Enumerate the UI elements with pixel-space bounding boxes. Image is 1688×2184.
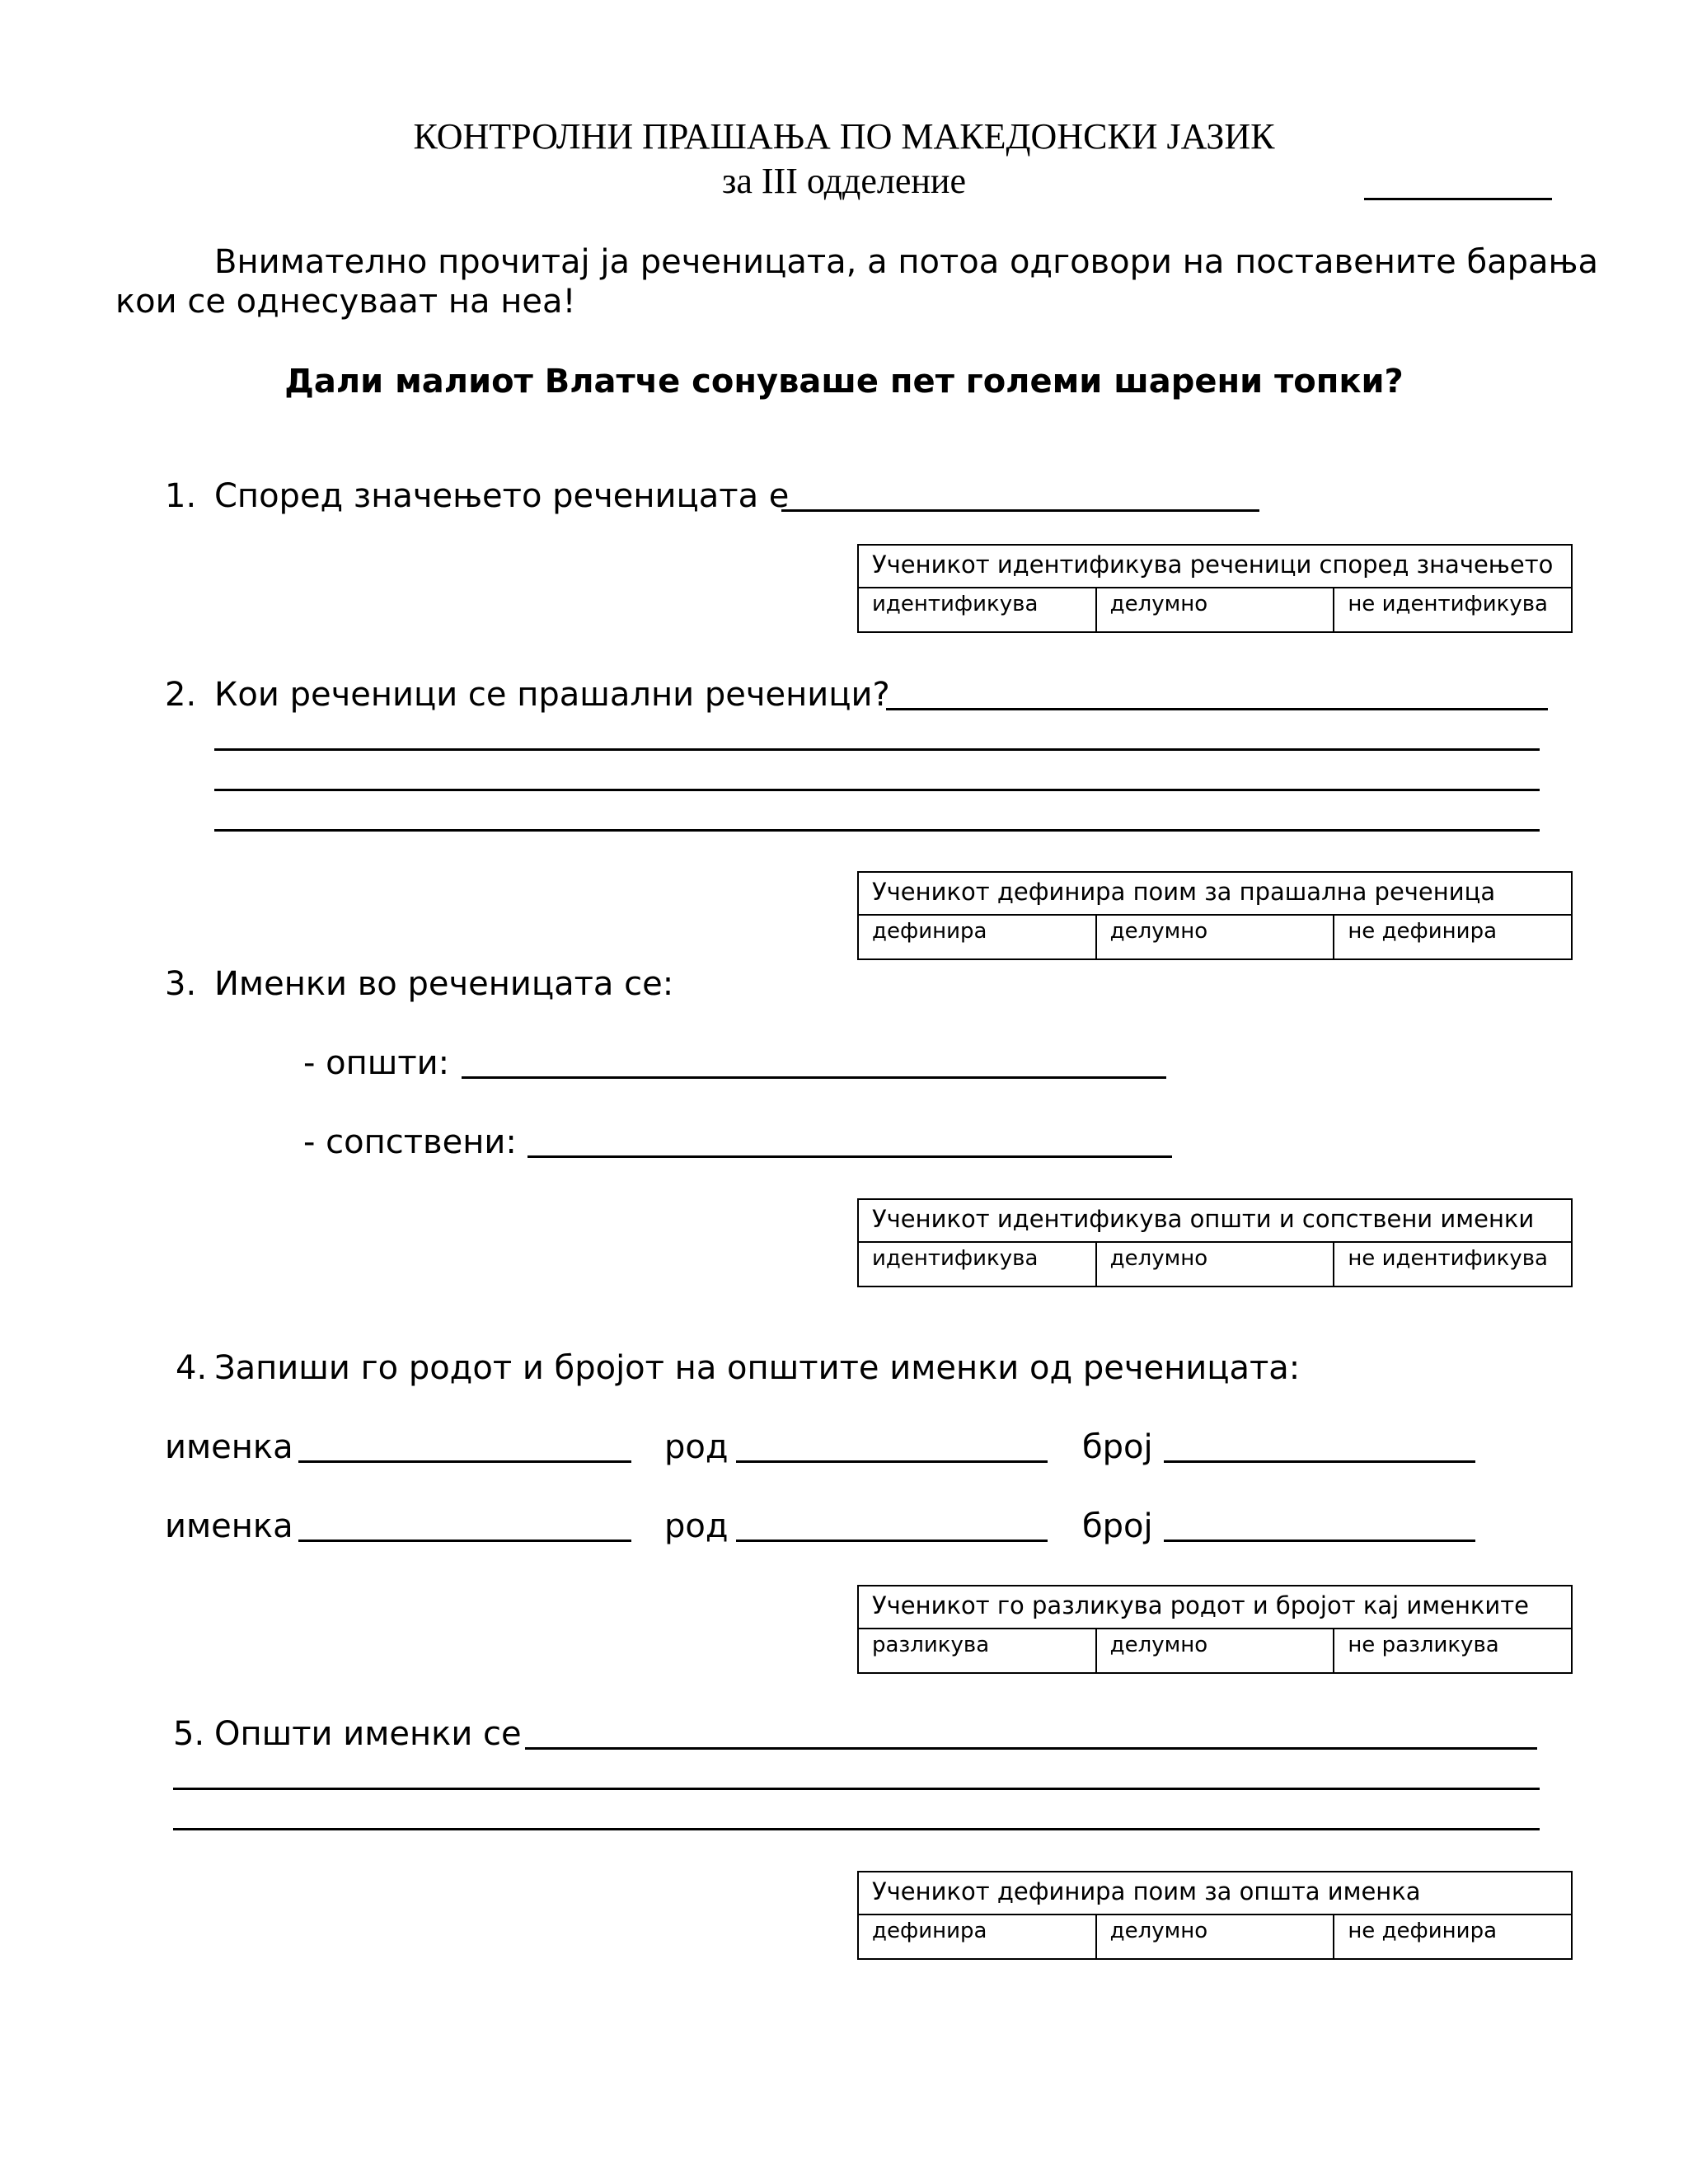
rubric-2-level-none[interactable]: не дефинира bbox=[1334, 915, 1572, 959]
grade-blank[interactable] bbox=[1364, 198, 1552, 200]
q3-proper-answer-line[interactable] bbox=[528, 1155, 1172, 1158]
rubric-table-4 bbox=[857, 1585, 1573, 1674]
q3-general-answer-line[interactable] bbox=[462, 1076, 1166, 1079]
q4-gender-answer-line-2[interactable] bbox=[736, 1540, 1048, 1542]
rubric-2-level-full[interactable]: дефинира bbox=[858, 915, 1096, 959]
rubric-5-level-partial[interactable]: делумно bbox=[1096, 1915, 1334, 1959]
q2-text: Кои реченици се прашални реченици? bbox=[214, 676, 890, 714]
rubric-3-header: Ученикот идентификува општи и сопствени именки bbox=[858, 1199, 1572, 1242]
rubric-1-header: Ученикот идентификува реченици според значењето bbox=[858, 545, 1572, 588]
q4-gender-label-1: род bbox=[664, 1428, 729, 1466]
q5-answer-line-2[interactable] bbox=[173, 1788, 1540, 1790]
q4-number-answer-line-1[interactable] bbox=[1164, 1460, 1475, 1463]
q4-gender-label-2: род bbox=[664, 1507, 729, 1545]
q4-number: 4. bbox=[176, 1349, 208, 1387]
rubric-4-header: Ученикот го разликува родот и бројот кај именките bbox=[858, 1586, 1572, 1629]
q4-noun-label-1: именка bbox=[165, 1428, 293, 1466]
page-subtitle: за III одделение bbox=[721, 161, 966, 201]
q2-number: 2. bbox=[165, 676, 197, 714]
rubric-table-1 bbox=[857, 544, 1573, 633]
rubric-5-level-full[interactable]: дефинира bbox=[858, 1915, 1096, 1959]
rubric-4-level-partial[interactable]: делумно bbox=[1096, 1629, 1334, 1673]
rubric-table-3 bbox=[857, 1198, 1573, 1287]
q3-number: 3. bbox=[165, 965, 197, 1003]
q4-number-label-2: број bbox=[1082, 1507, 1153, 1545]
q2-answer-line-4[interactable] bbox=[214, 829, 1540, 832]
q4-number-answer-line-2[interactable] bbox=[1164, 1540, 1475, 1542]
rubric-table-2 bbox=[857, 871, 1573, 960]
target-sentence: Дали малиот Влатче сонуваше пет големи шарени топки? bbox=[284, 363, 1404, 401]
q1-number: 1. bbox=[165, 477, 197, 515]
q5-text: Општи именки се bbox=[214, 1715, 522, 1753]
q3-general-label: - општи: bbox=[303, 1044, 450, 1082]
q5-answer-line-1[interactable] bbox=[525, 1747, 1537, 1750]
q2-answer-line-2[interactable] bbox=[214, 748, 1540, 751]
rubric-4-level-full[interactable]: разликува bbox=[858, 1629, 1096, 1673]
q3-text: Именки во реченицата се: bbox=[214, 965, 674, 1003]
rubric-1-level-partial[interactable]: делумно bbox=[1096, 588, 1334, 632]
q4-number-label-1: број bbox=[1082, 1428, 1153, 1466]
rubric-5-level-none[interactable]: не дефинира bbox=[1334, 1915, 1572, 1959]
instruction-line-1: Внимателно прочитај ја реченицата, а потоа одговори на поставените барања bbox=[214, 243, 1599, 281]
rubric-2-header: Ученикот дефинира поим за прашална реченица bbox=[858, 872, 1572, 915]
rubric-1-level-none[interactable]: не идентификува bbox=[1334, 588, 1572, 632]
page-title: КОНТРОЛНИ ПРАШАЊА ПО МАКЕДОНСКИ ЈАЗИК bbox=[413, 116, 1275, 157]
q2-answer-line-3[interactable] bbox=[214, 789, 1540, 791]
rubric-2-level-partial[interactable]: делумно bbox=[1096, 915, 1334, 959]
q4-noun-answer-line-1[interactable] bbox=[298, 1460, 631, 1463]
rubric-1-level-full[interactable]: идентификува bbox=[858, 588, 1096, 632]
rubric-5-header: Ученикот дефинира поим за општа именка bbox=[858, 1872, 1572, 1915]
rubric-3-level-full[interactable]: идентификува bbox=[858, 1242, 1096, 1286]
q5-answer-line-3[interactable] bbox=[173, 1828, 1540, 1830]
q4-noun-answer-line-2[interactable] bbox=[298, 1540, 631, 1542]
rubric-3-level-none[interactable]: не идентификува bbox=[1334, 1242, 1572, 1286]
q4-noun-label-2: именка bbox=[165, 1507, 293, 1545]
q4-gender-answer-line-1[interactable] bbox=[736, 1460, 1048, 1463]
rubric-table-5 bbox=[857, 1871, 1573, 1960]
q1-answer-line[interactable] bbox=[781, 509, 1259, 512]
q1-text: Според значењето реченицата е bbox=[214, 477, 790, 515]
q5-number: 5. bbox=[173, 1715, 205, 1753]
q3-proper-label: - сопствени: bbox=[303, 1123, 517, 1161]
q2-answer-line-1[interactable] bbox=[886, 708, 1548, 710]
rubric-4-level-none[interactable]: не разликува bbox=[1334, 1629, 1572, 1673]
rubric-3-level-partial[interactable]: делумно bbox=[1096, 1242, 1334, 1286]
instruction-line-2: кои се однесуваат на неа! bbox=[115, 283, 576, 321]
q4-text: Запиши го родот и бројот на општите именки од реченицата: bbox=[214, 1349, 1301, 1387]
